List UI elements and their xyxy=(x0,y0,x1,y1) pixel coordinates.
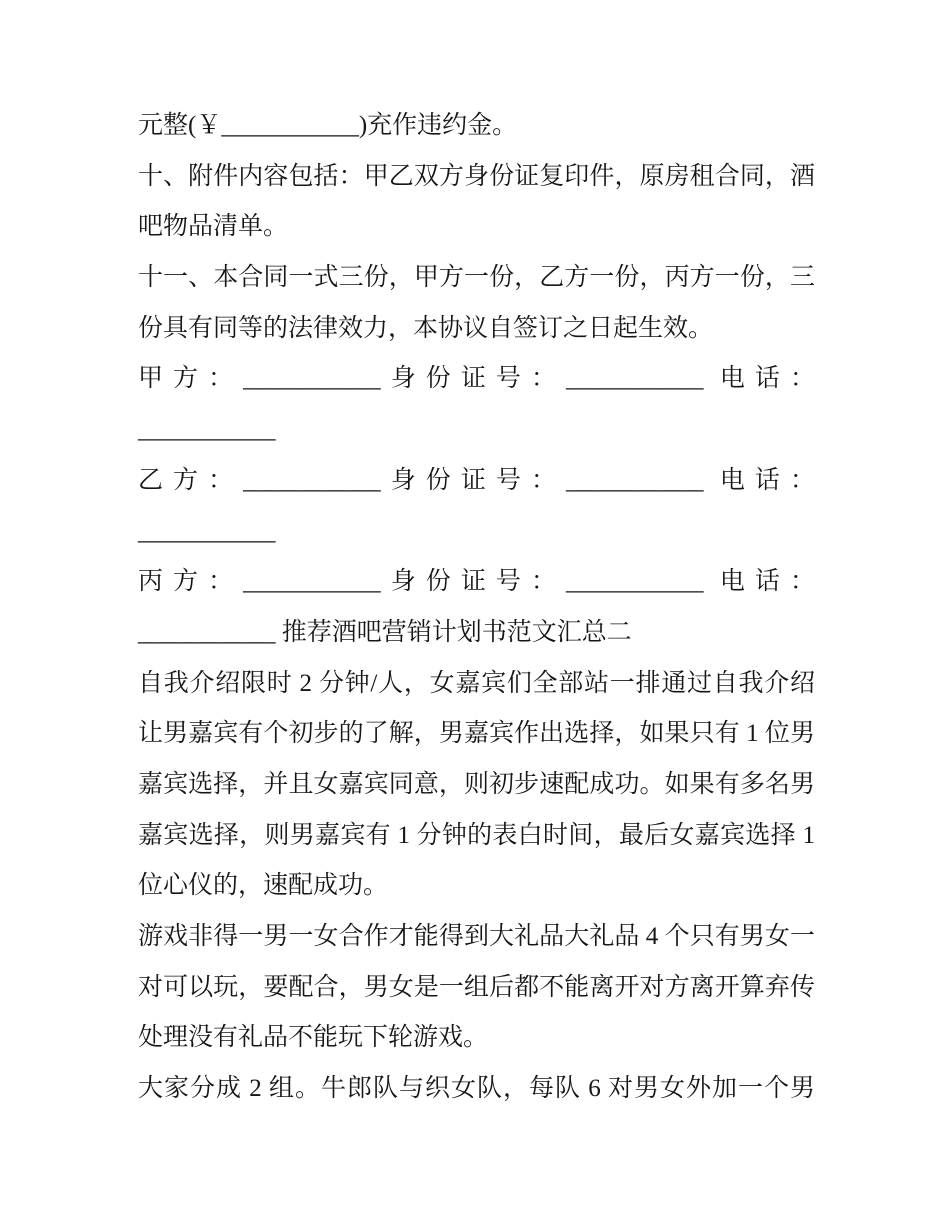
document-line-12: 自我介绍限时 2 分钟/人，女嘉宾们全部站一排通过自我介绍 xyxy=(138,669,815,697)
document-text-block xyxy=(138,101,815,1115)
document-line-5: 份具有同等的法律效力，本协议自签订之日起生效。 xyxy=(138,314,714,342)
document-line-16: 位心仪的，速配成功。 xyxy=(138,872,389,900)
document-line-6: 甲方：___________身份证号：___________ 电话： xyxy=(138,365,815,393)
document-line-17: 游戏非得一男一女合作才能得到大礼品大礼品 4 个只有男女一 xyxy=(138,923,815,950)
document-line-15: 嘉宾选择，则男嘉宾有 1 分钟的表白时间，最后女嘉宾选择 1 xyxy=(138,821,815,849)
document-line-7: ___________ xyxy=(138,416,276,444)
document-line-14: 嘉宾选择，并且女嘉宾同意，则初步速配成功。如果有多名男 xyxy=(138,770,815,798)
document-line-20: 大家分成 2 组。牛郎队与织女队，每队 6 对男女外加一个男 xyxy=(138,1075,815,1103)
document-line-4: 十一、本合同一式三份，甲方一份，乙方一份，丙方一份，三 xyxy=(138,264,815,292)
document-line-9: ___________ xyxy=(138,517,276,545)
document-line-3: 吧物品清单。 xyxy=(138,213,289,241)
document-line-13: 让男嘉宾有个初步的了解，男嘉宾作出选择，如果只有 1 位男 xyxy=(138,720,815,748)
document-line-1: 元整(￥___________)充作违约金。 xyxy=(138,112,518,139)
document-line-8: 乙方：___________身份证号：___________ 电话： xyxy=(138,466,815,494)
document-line-19: 处理没有礼品不能玩下轮游戏。 xyxy=(138,1024,489,1052)
document-line-2: 十、附件内容包括：甲乙双方身份证复印件，原房租合同，酒 xyxy=(138,162,815,190)
document-line-18: 对可以玩，要配合，男女是一组后都不能离开对方离开算弃传 xyxy=(138,973,815,1001)
document-line-10: 丙方：___________身份证号：___________ 电话： xyxy=(138,568,815,596)
document-line-11: ___________ 推荐酒吧营销计划书范文汇总二 xyxy=(138,618,632,646)
